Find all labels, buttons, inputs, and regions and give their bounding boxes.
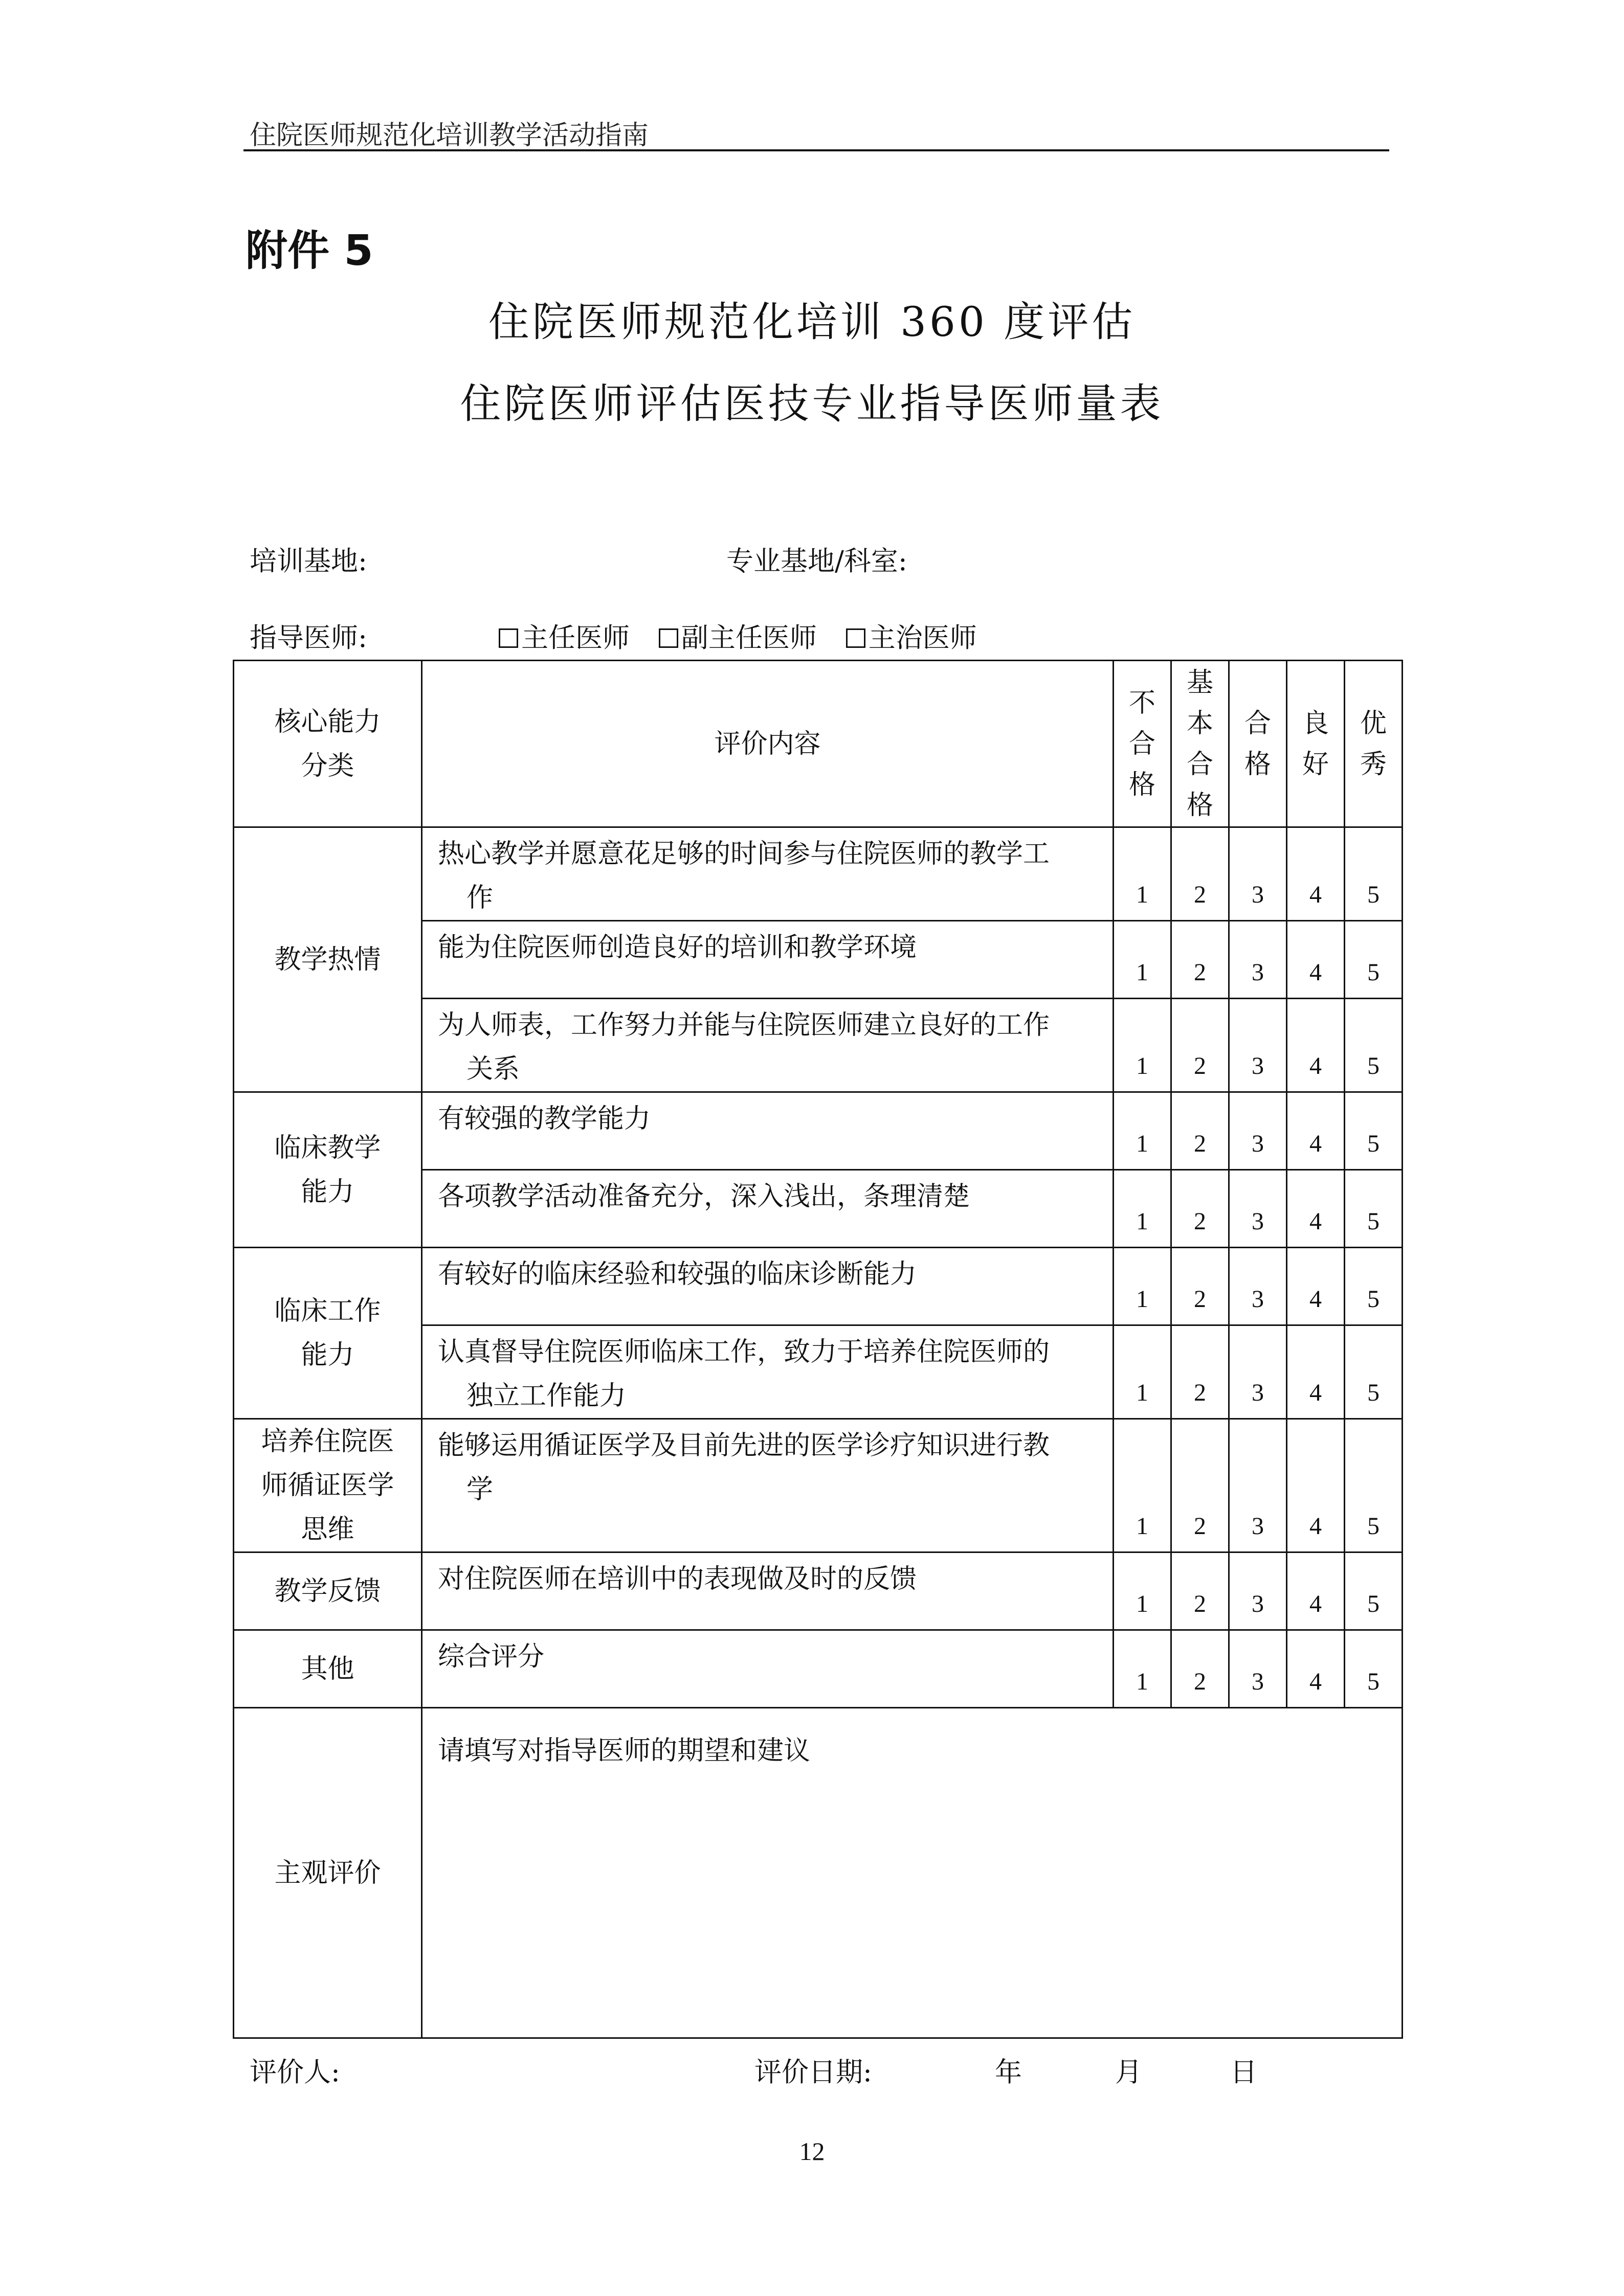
score-option-5[interactable]: 5 [1345,1419,1403,1552]
supervisor-options [499,616,997,655]
option-chief-physician[interactable]: 主任医师 [499,616,630,655]
document-title-line1: 住院医师规范化培训 360 度评估 [488,298,1136,346]
score-option-5[interactable]: 5 [1345,921,1403,999]
score-option-3[interactable]: 3 [1229,1325,1287,1419]
cell-line: 合 [1244,708,1271,739]
score-option-5[interactable]: 5 [1345,1170,1403,1248]
score-option-2[interactable]: 2 [1171,1419,1229,1552]
header-row [234,661,1403,827]
cell-line: 格 [1244,749,1271,780]
cell-line: 独立工作能力 [466,1381,627,1411]
score-option-2[interactable]: 2 [1171,827,1229,921]
cell-line: 对住院医师在培训中的表现做及时的反馈 [438,1564,917,1594]
cell-line: 临床工作 [274,1296,381,1326]
category-cell [234,1248,422,1419]
score-option-2[interactable]: 2 [1171,1552,1229,1630]
header-rating-4 [1287,661,1345,827]
score-option-5[interactable]: 5 [1345,827,1403,921]
score-option-3[interactable]: 3 [1229,921,1287,999]
category-cell [234,1419,422,1552]
score-option-1[interactable]: 1 [1114,1325,1171,1419]
option-associate-chief-physician[interactable]: 副主任医师 [659,616,817,655]
criteria-row [234,827,1403,921]
criteria-text [422,1552,1114,1630]
header-category [234,661,422,827]
category-cell [234,1552,422,1630]
cell-line: 能力 [301,1340,354,1370]
cell-line: 分类 [301,750,354,781]
score-option-4[interactable]: 4 [1287,999,1345,1092]
score-option-4[interactable]: 4 [1287,1325,1345,1419]
criteria-text [422,1170,1114,1248]
score-option-1[interactable]: 1 [1114,1630,1171,1708]
header-rating-2 [1171,661,1229,827]
criteria-text [422,921,1114,999]
criteria-row [234,1630,1403,1708]
cell-line: 热心教学并愿意花足够的时间参与住院医师的教学工 [438,839,1050,869]
department-label: 专业基地/科室: [726,546,907,577]
score-option-5[interactable]: 5 [1345,999,1403,1092]
subjective-category: 主观评价 [234,1708,422,2038]
option-attending-physician[interactable]: 主治医师 [846,616,977,655]
score-option-3[interactable]: 3 [1229,999,1287,1092]
date-day-label: 日 [1230,2057,1257,2088]
score-option-1[interactable]: 1 [1114,999,1171,1092]
cell-line: 优 [1360,708,1387,739]
document-title-line2: 住院医师评估医技专业指导医师量表 [460,380,1164,427]
criteria-text [422,827,1114,921]
score-option-5[interactable]: 5 [1345,1552,1403,1630]
cell-line: 好 [1302,749,1329,780]
score-option-1[interactable]: 1 [1114,1552,1171,1630]
score-option-5[interactable]: 5 [1345,1630,1403,1708]
score-option-2[interactable]: 2 [1171,1248,1229,1325]
score-option-4[interactable]: 4 [1287,1248,1345,1325]
score-option-2[interactable]: 2 [1171,1170,1229,1248]
score-option-3[interactable]: 3 [1229,1170,1287,1248]
annex-label: 附件 5 [246,227,373,275]
score-option-4[interactable]: 4 [1287,1170,1345,1248]
score-option-5[interactable]: 5 [1345,1325,1403,1419]
subjective-row [234,1708,1403,2038]
cell-line: 能力 [301,1176,354,1207]
score-option-3[interactable]: 3 [1229,1092,1287,1170]
evaluation-date-label: 评价日期: [754,2057,872,2088]
score-option-1[interactable]: 1 [1114,1170,1171,1248]
cell-line: 格 [1186,790,1213,821]
cell-line: 认真督导住院医师临床工作，致力于培养住院医师的 [438,1337,1050,1367]
score-option-4[interactable]: 4 [1287,1092,1345,1170]
criteria-row [234,1092,1403,1170]
score-option-3[interactable]: 3 [1229,827,1287,921]
checkbox[interactable] [499,628,518,648]
cell-line: 师循证医学 [261,1470,394,1501]
evaluator-label: 评价人: [250,2057,340,2088]
criteria-row [234,1552,1403,1630]
score-option-2[interactable]: 2 [1171,921,1229,999]
criteria-text [422,1419,1114,1552]
cell-line: 合 [1186,749,1213,780]
cell-line: 合 [1128,728,1155,759]
cell-line: 各项教学活动准备充分，深入浅出，条理清楚 [438,1181,970,1212]
cell-line: 基 [1186,667,1213,698]
cell-line: 教学反馈 [274,1575,381,1607]
cell-line: 能够运用循证医学及目前先进的医学诊疗知识进行教 [438,1430,1050,1461]
cell-line: 培养住院医 [261,1426,394,1457]
checkbox[interactable] [659,628,678,648]
score-option-4[interactable]: 4 [1287,1630,1345,1708]
cell-line: 关系 [466,1054,520,1085]
score-option-4[interactable]: 4 [1287,1552,1345,1630]
cell-line: 作 [466,883,494,913]
criteria-text [422,1092,1114,1170]
score-option-1[interactable]: 1 [1114,1419,1171,1552]
score-option-2[interactable]: 2 [1171,1092,1229,1170]
cell-line: 思维 [301,1514,354,1545]
header-rating-5 [1345,661,1403,827]
score-option-4[interactable]: 4 [1287,921,1345,999]
cell-line: 核心能力 [274,706,381,737]
criteria-text [422,1325,1114,1419]
cell-line: 临床教学 [274,1132,381,1163]
score-option-1[interactable]: 1 [1114,827,1171,921]
criteria-row [234,1419,1403,1552]
score-option-5[interactable]: 5 [1345,1248,1403,1325]
score-option-2[interactable]: 2 [1171,1325,1229,1419]
criteria-text [422,1630,1114,1708]
subjective-prompt: 请填写对指导医师的期望和建议 [438,1736,811,1766]
date-month-label: 月 [1115,2057,1142,2088]
category-cell [234,827,422,1092]
cell-line: 教学热情 [274,944,381,975]
score-option-1[interactable]: 1 [1114,921,1171,999]
header-rating-1 [1114,661,1171,827]
checkbox[interactable] [846,628,865,648]
score-option-3[interactable]: 3 [1229,1630,1287,1708]
assessment-table [233,660,1403,2039]
category-cell [234,1630,422,1708]
header-content: 评价内容 [422,661,1114,827]
supervisor-label: 指导医师: [250,622,367,654]
score-option-4[interactable]: 4 [1287,1419,1345,1552]
header-rule [243,149,1389,151]
criteria-text [422,1248,1114,1325]
cell-line: 良 [1302,708,1329,739]
score-option-5[interactable]: 5 [1345,1092,1403,1170]
category-cell [234,1092,422,1248]
training-base-label: 培训基地: [250,546,367,577]
criteria-text [422,999,1114,1092]
running-header: 住院医师规范化培训教学活动指南 [250,120,649,151]
cell-line: 秀 [1360,749,1387,780]
score-option-2[interactable]: 2 [1171,999,1229,1092]
score-option-3[interactable]: 3 [1229,1552,1287,1630]
cell-line: 有较好的临床经验和较强的临床诊断能力 [438,1259,917,1290]
cell-line: 本 [1186,708,1213,739]
subjective-input-area[interactable] [422,1708,1403,2038]
cell-line: 不 [1128,687,1155,718]
cell-line: 综合评分 [438,1641,545,1672]
score-option-3[interactable]: 3 [1229,1248,1287,1325]
page-number: 12 [799,2137,825,2166]
score-option-1[interactable]: 1 [1114,1092,1171,1170]
cell-line: 学 [466,1474,494,1505]
cell-line: 其他 [301,1653,354,1684]
cell-line: 格 [1128,769,1155,800]
cell-line: 为人师表，工作努力并能与住院医师建立良好的工作 [438,1010,1050,1041]
date-year-label: 年 [995,2057,1022,2088]
score-option-4[interactable]: 4 [1287,827,1345,921]
score-option-1[interactable]: 1 [1114,1248,1171,1325]
header-rating-3 [1229,661,1287,827]
score-option-3[interactable]: 3 [1229,1419,1287,1552]
criteria-row [234,1248,1403,1325]
cell-line: 能为住院医师创造良好的培训和教学环境 [438,932,917,963]
score-option-2[interactable]: 2 [1171,1630,1229,1708]
cell-line: 有较强的教学能力 [438,1104,651,1134]
